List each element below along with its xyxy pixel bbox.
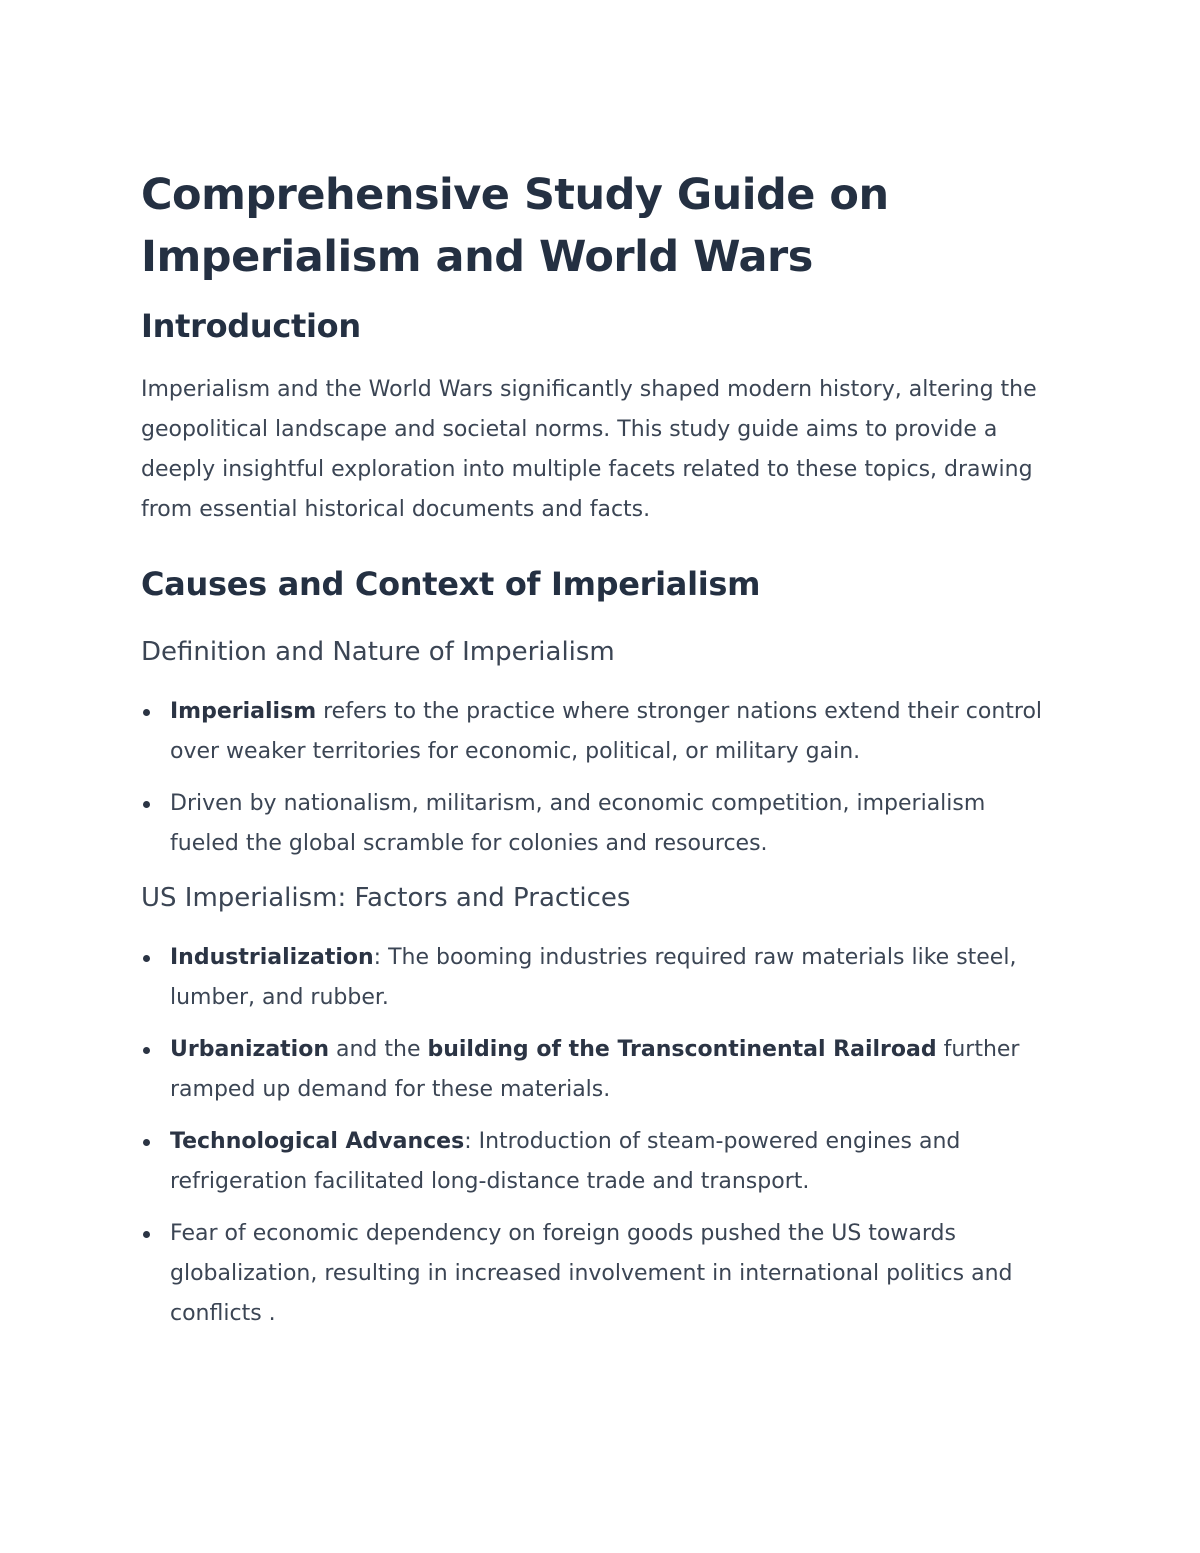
document-page [141,164,1061,1334]
list-item-text: : Introduction of steam-powered engines and refrigeration facilitated long-distance trade and transport. [170,1129,961,1194]
list-item-bold: Urbanization [170,1037,329,1062]
definition-list [141,692,1061,864]
bullet-icon [143,709,150,716]
list-item-bold: Imperialism [170,699,317,724]
page-title: Comprehensive Study Guide on Imperialism and World Wars [141,170,889,282]
section-heading-introduction: Introduction [141,307,361,345]
list-item-text: refers to the practice where stronger nations extend their control over weaker territories for economic, political, or military gain. [170,699,1043,764]
list-item [141,784,1061,864]
bullet-icon [143,1139,150,1146]
list-item [141,1122,1061,1202]
list-item-bold: Technological Advances [170,1129,465,1154]
list-item-text: Driven by nationalism, militarism, and economic competition, imperialism fueled the global scramble for colonies and resources. [170,791,986,856]
list-item-text: further ramped up demand for these materials. [170,1037,1020,1102]
subheading-us-imperialism: US Imperialism: Factors and Practices [141,883,631,913]
bullet-icon [143,801,150,808]
list-item-text: and the [329,1037,428,1062]
list-item-text: : The booming industries required raw materials like steel, lumber, and rubber. [170,945,1017,1010]
section-heading-causes: Causes and Context of Imperialism [141,565,761,603]
list-item-bold: building of the Transcontinental Railroad [427,1037,937,1062]
list-item-bold: Industrialization [170,945,374,970]
bullet-icon [143,955,150,962]
list-item [141,692,1061,772]
bullet-icon [143,1231,150,1238]
list-item-text: Fear of economic dependency on foreign goods pushed the US towards globalization, resulting in increased involvement in international politics and conflicts . [170,1221,1013,1326]
introduction-paragraph: Imperialism and the World Wars significantly shaped modern history, altering the geopolitical landscape and societal norms. This study guide aims to provide a deeply insightful exploration into multiple facets related to these topics, drawing from essential historical documents and facts. [141,377,1037,522]
bullet-icon [143,1047,150,1054]
list-item [141,1214,1061,1334]
us-factors-list [141,938,1061,1334]
list-item [141,938,1061,1018]
subheading-definition: Definition and Nature of Imperialism [141,637,615,667]
list-item [141,1030,1061,1110]
